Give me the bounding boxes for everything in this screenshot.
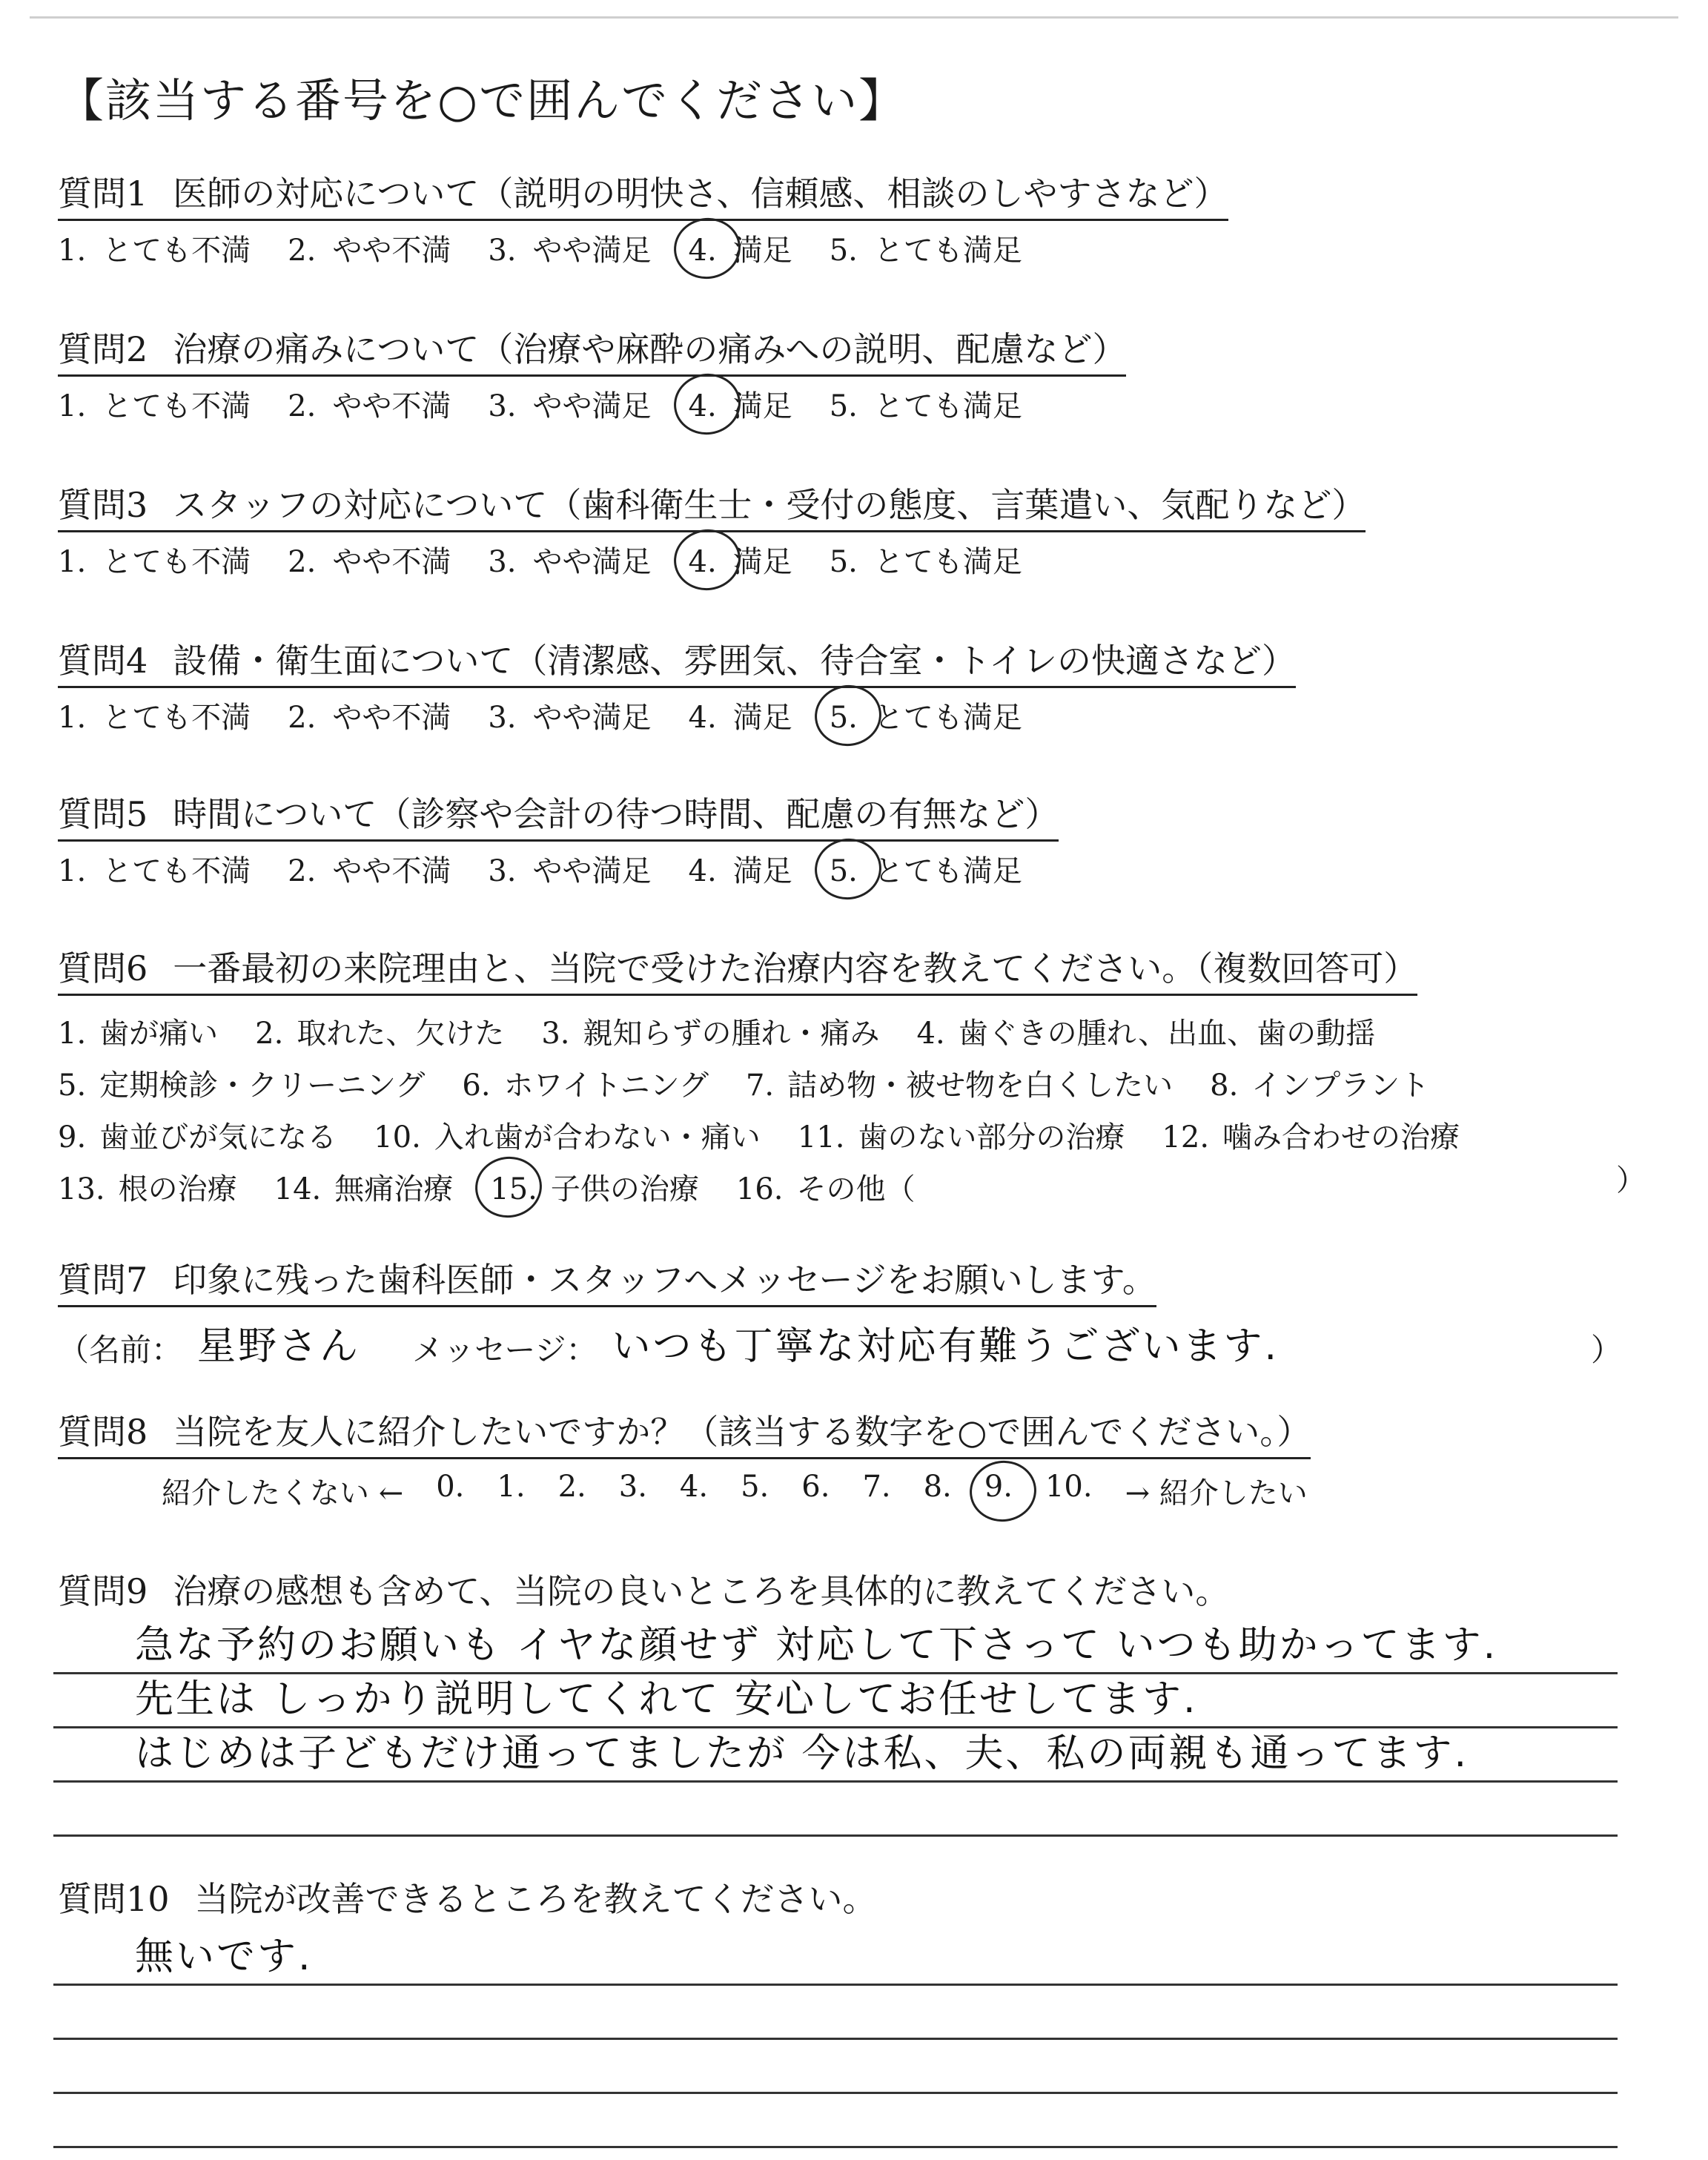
reason-option[interactable]	[58, 1062, 425, 1104]
option-label: とても不満	[102, 389, 251, 423]
option-label: やや満足	[532, 234, 652, 268]
rating-option-5[interactable]	[830, 383, 1022, 425]
option-label: とても不満	[102, 701, 251, 735]
option-label: その他（	[796, 1172, 916, 1206]
question-7	[58, 1253, 1622, 1370]
option-number: 2.	[288, 234, 317, 268]
option-label: 親知らずの腫れ・痛み	[583, 1016, 880, 1051]
option-number: 1.	[58, 701, 87, 735]
option-label: 入れ歯が合わない・痛い	[434, 1120, 761, 1155]
reason-option[interactable]	[1162, 1114, 1460, 1156]
reason-row	[58, 1109, 1460, 1160]
scale-left-label: 紹介したくない ←	[162, 1476, 404, 1510]
option-label: とても不満	[102, 854, 251, 888]
option-label: やや満足	[532, 854, 652, 888]
rating-option-1[interactable]	[58, 538, 251, 581]
question-10-title	[58, 1872, 877, 1921]
option-number: 3.	[488, 854, 517, 888]
rating-option-1[interactable]	[58, 383, 251, 425]
reason-option[interactable]	[58, 1114, 337, 1156]
answer-line[interactable]	[53, 2094, 1618, 2148]
question-number: 質問2	[58, 329, 148, 369]
option-number: 3.	[488, 389, 517, 423]
option-label: とても満足	[873, 854, 1022, 888]
reason-option[interactable]	[1210, 1062, 1429, 1104]
question-text: スタッフの対応について（歯科衛生士・受付の態度、言葉遣い、気配りなど）	[173, 485, 1366, 525]
option-number: 1.	[58, 389, 87, 423]
option-label: 満足	[732, 854, 792, 888]
option-label: 噛み合わせの治療	[1222, 1120, 1460, 1155]
scale-option[interactable]: 7.	[862, 1470, 891, 1504]
rating-option-3[interactable]	[488, 538, 651, 581]
question-4-title	[58, 634, 1296, 688]
rating-option-3[interactable]	[488, 848, 651, 890]
handwritten-answer: 急な予約のお願いも イヤな顔せず 対応して下さって いつも助かってます.	[135, 1623, 1498, 1668]
reason-option[interactable]	[274, 1166, 454, 1208]
option-label: 満足	[732, 545, 792, 579]
option-label: とても満足	[873, 234, 1022, 268]
question-text: 時間について（診察や会計の待つ時間、配慮の有無など）	[173, 794, 1059, 834]
option-number: 3.	[488, 545, 517, 579]
option-label: 詰め物・被せ物を白くしたい	[787, 1068, 1174, 1103]
question-text: 一番最初の来院理由と、当院で受けた治療内容を教えてください。（複数回答可）	[173, 948, 1418, 988]
rating-option-5[interactable]	[830, 538, 1022, 581]
reason-option[interactable]	[917, 1010, 1376, 1052]
option-number: 8.	[1210, 1068, 1239, 1103]
rating-option-3[interactable]	[488, 227, 651, 269]
question-number: 質問7	[58, 1260, 148, 1300]
rating-option-4[interactable]	[689, 383, 792, 425]
option-number: 1.	[58, 854, 87, 888]
rating-option-2[interactable]	[288, 538, 451, 581]
question-1	[58, 167, 1228, 269]
handwritten-answer: はじめは子どもだけ通ってましたが 今は私、夫、私の両親も通ってます.	[135, 1731, 1469, 1776]
message-row	[58, 1315, 1622, 1370]
option-label: やや満足	[532, 545, 652, 579]
question-5-title	[58, 787, 1059, 842]
answer-line[interactable]	[53, 1932, 1618, 1986]
question-number: 質問9	[58, 1571, 148, 1611]
answer-line[interactable]	[53, 1674, 1618, 1728]
question-5	[58, 787, 1059, 890]
scale-option[interactable]: 6.	[801, 1470, 830, 1504]
scale-right-label: → 紹介したい	[1125, 1476, 1308, 1510]
option-number: 12.	[1162, 1120, 1210, 1155]
option-number: 1.	[58, 1016, 87, 1051]
rating-option-2[interactable]	[288, 848, 451, 890]
rating-option-4[interactable]	[689, 694, 792, 736]
top-rule	[30, 16, 1678, 19]
option-label: 歯が痛い	[99, 1016, 219, 1051]
option-label: 満足	[732, 701, 792, 735]
rating-option-2[interactable]	[288, 694, 451, 736]
option-number: 2.	[288, 389, 317, 423]
option-number: 1.	[58, 545, 87, 579]
option-number: 6.	[462, 1068, 491, 1103]
option-number: 5.	[829, 701, 858, 735]
message-label: メッセージ：	[412, 1332, 598, 1368]
rating-option-2[interactable]	[288, 227, 451, 269]
option-number: 1.	[58, 234, 87, 268]
option-label: とても満足	[873, 545, 1022, 579]
rating-option-1[interactable]	[58, 227, 251, 269]
question-8	[58, 1405, 1311, 1512]
option-number: 4.	[688, 389, 717, 423]
option-number: 3.	[488, 234, 517, 268]
rating-option-3[interactable]	[488, 694, 651, 736]
option-number: 5.	[58, 1068, 87, 1103]
rating-option-1[interactable]	[58, 848, 251, 890]
option-number: 9.	[58, 1120, 87, 1155]
reason-option[interactable]	[374, 1114, 761, 1156]
question-9-title	[58, 1565, 1229, 1614]
reason-row	[58, 1005, 1460, 1057]
reason-option[interactable]	[541, 1010, 879, 1052]
option-number: 3.	[488, 701, 517, 735]
option-label: ホワイトニング	[503, 1068, 709, 1103]
scale-option[interactable]: 10.	[1045, 1470, 1093, 1504]
option-label: 取れた、欠けた	[297, 1016, 505, 1051]
option-label: とても不満	[102, 545, 251, 579]
reason-option[interactable]	[746, 1062, 1173, 1104]
question-7-title	[58, 1253, 1156, 1307]
option-number: 2.	[288, 545, 317, 579]
rating-options	[58, 538, 1366, 581]
question-number: 質問5	[58, 794, 148, 834]
answer-line[interactable]	[53, 2040, 1618, 2094]
reason-option[interactable]	[798, 1114, 1125, 1156]
option-number: 3.	[541, 1016, 570, 1051]
question-6	[58, 942, 1460, 1212]
rating-option-2[interactable]	[288, 383, 451, 425]
option-number: 7.	[745, 1068, 775, 1103]
option-number: 14.	[274, 1172, 322, 1206]
rating-options	[58, 848, 1059, 890]
recommend-scale	[58, 1470, 1311, 1512]
answer-line[interactable]	[53, 1728, 1618, 1783]
scale-option[interactable]: 8.	[923, 1470, 952, 1504]
option-label: とても満足	[873, 389, 1022, 423]
option-label: 根の治療	[118, 1172, 237, 1206]
option-label: やや不満	[332, 389, 451, 423]
good-points-lines	[53, 1620, 1618, 1837]
message-value[interactable]: いつも丁寧な対応有難うございます.	[612, 1324, 1280, 1369]
question-number: 質問6	[58, 948, 148, 988]
rating-option-5[interactable]	[830, 694, 1022, 736]
option-number: 15.	[490, 1172, 537, 1206]
option-label: 歯ぐきの腫れ、出血、歯の動揺	[958, 1016, 1376, 1051]
answer-line[interactable]	[53, 1620, 1618, 1674]
reason-option[interactable]	[462, 1062, 709, 1104]
option-number: 10.	[374, 1120, 421, 1155]
reason-option[interactable]	[736, 1166, 916, 1208]
rating-options	[58, 383, 1126, 425]
question-2	[58, 323, 1126, 425]
option-number: 11.	[797, 1120, 845, 1155]
option-number: 4.	[916, 1016, 945, 1051]
name-value[interactable]: 星野さん	[197, 1324, 361, 1369]
option-label: やや不満	[332, 701, 451, 735]
scale-option[interactable]: 0.	[436, 1470, 465, 1504]
option-number: 13.	[58, 1172, 105, 1206]
reason-option[interactable]	[58, 1166, 237, 1208]
rating-option-5[interactable]	[830, 227, 1022, 269]
question-text: 設備・衛生面について（清潔感、雰囲気、待合室・トイレの快適さなど）	[173, 641, 1297, 681]
close-paren: ）	[1590, 1332, 1622, 1368]
question-8-title	[58, 1405, 1311, 1459]
option-label: 無痛治療	[334, 1172, 454, 1206]
option-number: 2.	[255, 1016, 284, 1051]
rating-option-4[interactable]	[689, 848, 792, 890]
option-label: やや満足	[532, 389, 652, 423]
handwritten-answer: 先生は しっかり説明してくれて 安心してお任せしてます.	[135, 1677, 1198, 1722]
option-label: 歯のない部分の治療	[858, 1120, 1125, 1155]
question-2-title	[58, 323, 1126, 377]
rating-option-5[interactable]	[830, 848, 1022, 890]
rating-option-4[interactable]	[689, 538, 792, 581]
answer-line[interactable]	[53, 1783, 1618, 1837]
option-number: 4.	[688, 545, 717, 579]
option-label: 満足	[732, 234, 792, 268]
option-label: 定期検診・クリーニング	[99, 1068, 426, 1103]
reason-options	[58, 1005, 1460, 1212]
option-number: 5.	[829, 234, 858, 268]
reason-option[interactable]	[58, 1010, 218, 1052]
rating-options	[58, 694, 1296, 736]
improvement-lines	[53, 1932, 1618, 2148]
question-1-title	[58, 167, 1228, 221]
reason-option[interactable]	[255, 1010, 504, 1052]
option-number: 16.	[735, 1172, 784, 1206]
option-label: インプラント	[1251, 1068, 1430, 1103]
question-text: 当院を友人に紹介したいですか？（該当する数字を○で囲んでください。）	[173, 1412, 1311, 1452]
option-number: 4.	[688, 854, 717, 888]
option-number: 4.	[688, 701, 717, 735]
scale-option[interactable]: 1.	[497, 1470, 526, 1504]
scale-option[interactable]: 4.	[679, 1470, 709, 1504]
reason-row	[58, 1057, 1460, 1109]
question-text: 医師の対応について（説明の明快さ、信頼感、相談のしやすさなど）	[173, 174, 1228, 214]
reason-row	[58, 1160, 1460, 1212]
question-number: 質問1	[58, 174, 148, 214]
option-label: やや不満	[332, 854, 451, 888]
rating-options	[58, 227, 1228, 269]
option-label: 歯並びが気になる	[99, 1120, 337, 1155]
question-number: 質問3	[58, 485, 148, 525]
option-label: 子供の治療	[550, 1172, 699, 1206]
question-number: 質問4	[58, 641, 148, 681]
option-label: やや不満	[332, 545, 451, 579]
option-number: 5.	[829, 545, 858, 579]
scale-option[interactable]: 2.	[557, 1470, 586, 1504]
question-3-title	[58, 478, 1366, 532]
rating-option-3[interactable]	[488, 383, 651, 425]
option-label: やや不満	[332, 234, 451, 268]
option-number: 4.	[688, 234, 717, 268]
question-text: 治療の痛みについて（治療や麻酔の痛みへの説明、配慮など）	[173, 329, 1127, 369]
answer-line[interactable]	[53, 1986, 1618, 2040]
question-text: 印象に残った歯科医師・スタッフへメッセージをお願いします。	[173, 1260, 1156, 1300]
option-label: 満足	[732, 389, 792, 423]
rating-option-1[interactable]	[58, 694, 251, 736]
scale-option[interactable]: 3.	[618, 1470, 647, 1504]
question-number: 質問10	[58, 1879, 170, 1919]
option-label: とても満足	[873, 701, 1022, 735]
option-number: 2.	[288, 854, 317, 888]
option-label: とても不満	[102, 234, 251, 268]
close-paren: ）	[1616, 1163, 1646, 1198]
option-number: 2.	[288, 701, 317, 735]
question-6-title	[58, 942, 1417, 996]
page-header: 【該当する番号を○で囲んでください】	[58, 73, 907, 128]
question-9	[58, 1565, 1229, 1614]
option-label: やや満足	[532, 701, 652, 735]
question-text: 当院が改善できるところを教えてください。	[194, 1879, 877, 1919]
name-label: （名前：	[58, 1332, 183, 1368]
reason-option[interactable]	[490, 1166, 699, 1208]
question-number: 質問8	[58, 1412, 148, 1452]
handwritten-answer: 無いです.	[135, 1935, 313, 1979]
question-4	[58, 634, 1296, 736]
rating-option-4[interactable]	[689, 227, 792, 269]
scale-option[interactable]: 5.	[741, 1470, 769, 1504]
option-number: 5.	[829, 389, 858, 423]
question-10	[58, 1872, 877, 1921]
option-number: 5.	[829, 854, 858, 888]
question-text: 治療の感想も含めて、当院の良いところを具体的に教えてください。	[173, 1571, 1230, 1611]
question-3	[58, 478, 1366, 581]
scale-option[interactable]: 9.	[984, 1470, 1013, 1512]
